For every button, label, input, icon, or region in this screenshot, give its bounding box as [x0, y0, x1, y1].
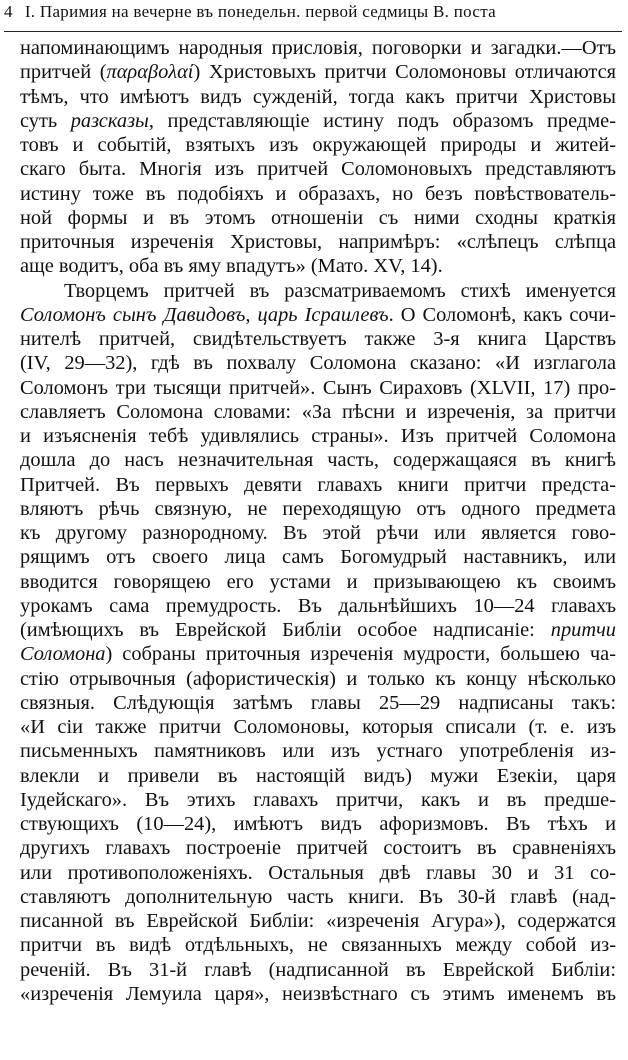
italic-text: разсказы — [70, 109, 149, 132]
text-line — [20, 279, 616, 303]
text-segment: дошла до насъ незначительная часть, содержащаяся въ книгѣ — [20, 449, 616, 472]
italic-text: παραβολαί — [106, 61, 194, 84]
text-segment: . О Соломонѣ, какъ сочи- — [388, 303, 616, 326]
text-line — [20, 303, 616, 327]
text-segment: рящимъ отъ своего лица самъ Богомудрый наставникъ, или — [20, 546, 616, 569]
text-segment: стію отрывочныя (афористическія) и только къ концу нѣсколько — [20, 667, 616, 690]
text-line — [20, 788, 616, 812]
text-segment: притчей ( — [20, 61, 107, 84]
text-segment: скаго быта. Многія изъ притчей Соломоновыхъ представляютъ — [20, 158, 616, 181]
header-rule — [4, 31, 622, 32]
italic-text: Соломонъ сынъ Давидовъ, царь Ісраилевъ — [20, 303, 389, 326]
text-segment: (имѣющихъ въ Еврейской Библіи особое надписаніе: — [20, 619, 551, 641]
text-segment: Творцемъ притчей въ разсматриваемомъ стихѣ именуется — [64, 279, 616, 302]
text-line — [20, 642, 616, 666]
text-line — [20, 60, 616, 84]
text-line — [20, 182, 616, 206]
text-line — [20, 424, 616, 448]
text-segment: и изъясненія тебѣ удивлялись страны». Изъ притчей Соломона — [20, 425, 616, 447]
text-line — [20, 861, 616, 885]
text-line — [20, 448, 616, 472]
text-segment: реченій. Въ 31-й главѣ (надписанной въ Еврейской Библіи: — [20, 958, 616, 981]
text-segment: славляетъ Соломона словами: «За пѣсни и изреченія, за притчи — [20, 400, 616, 423]
text-line — [20, 351, 616, 375]
text-line — [20, 594, 616, 618]
text-segment: связныя. Слѣдующія затѣмъ главы 25—29 надписаны такъ: — [20, 691, 616, 714]
text-segment: ) собраны приточныя изреченія мудрости, большею ча- — [105, 643, 616, 666]
text-line — [20, 667, 616, 691]
text-segment: или противоположеніяхъ. Остальныя двѣ главы 30 и 31 со- — [20, 861, 616, 884]
text-line — [20, 715, 616, 739]
text-line — [20, 885, 616, 909]
text-line — [20, 618, 616, 642]
text-segment: приточныя изреченія Христовы, напримѣръ: «слѣпецъ слѣпца — [20, 231, 616, 253]
text-line — [20, 982, 616, 1006]
running-header — [4, 2, 622, 28]
text-segment: другихъ главахъ построеніе притчей состоитъ въ сравненіяхъ — [20, 837, 616, 860]
text-segment: нителѣ притчей, свидѣтельствуетъ также 3-я книга Царствъ — [20, 328, 616, 350]
text-line — [20, 933, 616, 957]
text-segment: ставляютъ дополнительную часть книги. Въ 30-й главѣ (над- — [20, 885, 616, 908]
text-segment: «И сіи также притчи Соломоновы, которыя списали (т. е. изъ — [20, 716, 616, 738]
text-segment: суть — [20, 109, 71, 132]
text-segment: товъ и событій, взятыхъ изъ окружающей природы и житей- — [20, 134, 616, 156]
text-segment: тѣмъ, что имѣютъ видъ сужденій, тогда какъ притчи Христовы — [20, 85, 616, 108]
text-line — [20, 376, 616, 400]
text-segment: (IV, 29—32), гдѣ въ похвалу Соломона сказано: «И изглагола — [20, 352, 616, 375]
text-line — [20, 691, 616, 715]
text-segment: «изреченія Лемуила царя», неизвѣстнаго съ этимъ именемъ въ — [20, 982, 616, 1005]
text-line — [20, 836, 616, 860]
text-line — [20, 133, 616, 157]
text-segment: истину тоже въ подобіяхъ и образахъ, но безъ повѣствователь- — [20, 182, 616, 205]
text-line — [20, 570, 616, 594]
text-line — [20, 36, 616, 60]
text-line — [20, 739, 616, 763]
text-line — [20, 85, 616, 109]
text-segment: притчи въ видѣ отдѣльныхъ, не связанныхъ между собой из- — [20, 934, 616, 957]
text-line — [20, 473, 616, 497]
text-line — [20, 254, 616, 278]
text-line — [20, 109, 616, 133]
text-segment: вляютъ рѣчь связную, не переходящую отъ одного предмета — [20, 497, 616, 520]
text-segment: , представляющіе истину подъ образомъ предме- — [148, 109, 616, 132]
text-line — [20, 764, 616, 788]
text-line — [20, 230, 616, 254]
text-segment: къ другому разнородному. Въ этой рѣчи или является гово- — [20, 522, 616, 544]
text-segment: влекли и привели въ настоящій видъ) мужи Езекіи, царя — [20, 764, 616, 787]
body-text — [20, 36, 616, 1006]
text-segment: вводится говорящею его устами и призывающею къ своимъ — [20, 570, 616, 593]
text-segment: ной формы и въ этомъ отношеніи съ ними сходны краткія — [20, 206, 616, 229]
text-line — [20, 909, 616, 933]
text-segment: писанной въ Еврейской Библіи: «изреченія Агура»), содержатся — [20, 910, 616, 932]
italic-text: притчи — [550, 619, 616, 641]
text-segment: урокамъ сама премудрость. Въ дальнѣйшихъ 10—24 главахъ — [20, 594, 616, 617]
text-line — [20, 400, 616, 424]
text-segment: напоминающимъ народныя присловія, поговорки и загадки.—Отъ — [20, 37, 616, 59]
text-segment: Соломонъ три тысящи притчей». Сынъ Сираховъ (XLVII, 17) про- — [20, 376, 616, 399]
text-segment: письменныхъ памятниковъ или изъ устнаго употребленія из- — [20, 740, 616, 763]
text-segment: ) Христовыхъ притчи Соломоновы отличаются — [193, 61, 616, 84]
text-line — [20, 521, 616, 545]
text-segment: ствующихъ (10—24), имѣютъ видъ афоризмовъ. Въ тѣхъ и — [20, 813, 616, 835]
text-line — [20, 545, 616, 569]
text-line — [20, 327, 616, 351]
text-line — [20, 206, 616, 230]
text-segment: Іудейскаго». Въ этихъ главахъ притчи, какъ и въ предше- — [20, 788, 616, 811]
text-line — [20, 157, 616, 181]
running-title: I. Паримия на вечерне въ понедельн. первой седмицы В. поста — [24, 2, 496, 21]
text-segment: Притчей. Въ первыхъ девяти главахъ книги притчи предста- — [20, 473, 616, 496]
page-number: 4 — [4, 2, 13, 21]
text-line — [20, 497, 616, 521]
text-line — [20, 812, 616, 836]
text-segment: аще водитъ, оба въ яму впадутъ» (Мато. XV, 14). — [20, 255, 443, 278]
text-line — [20, 958, 616, 982]
italic-text: Соломона — [20, 643, 106, 666]
